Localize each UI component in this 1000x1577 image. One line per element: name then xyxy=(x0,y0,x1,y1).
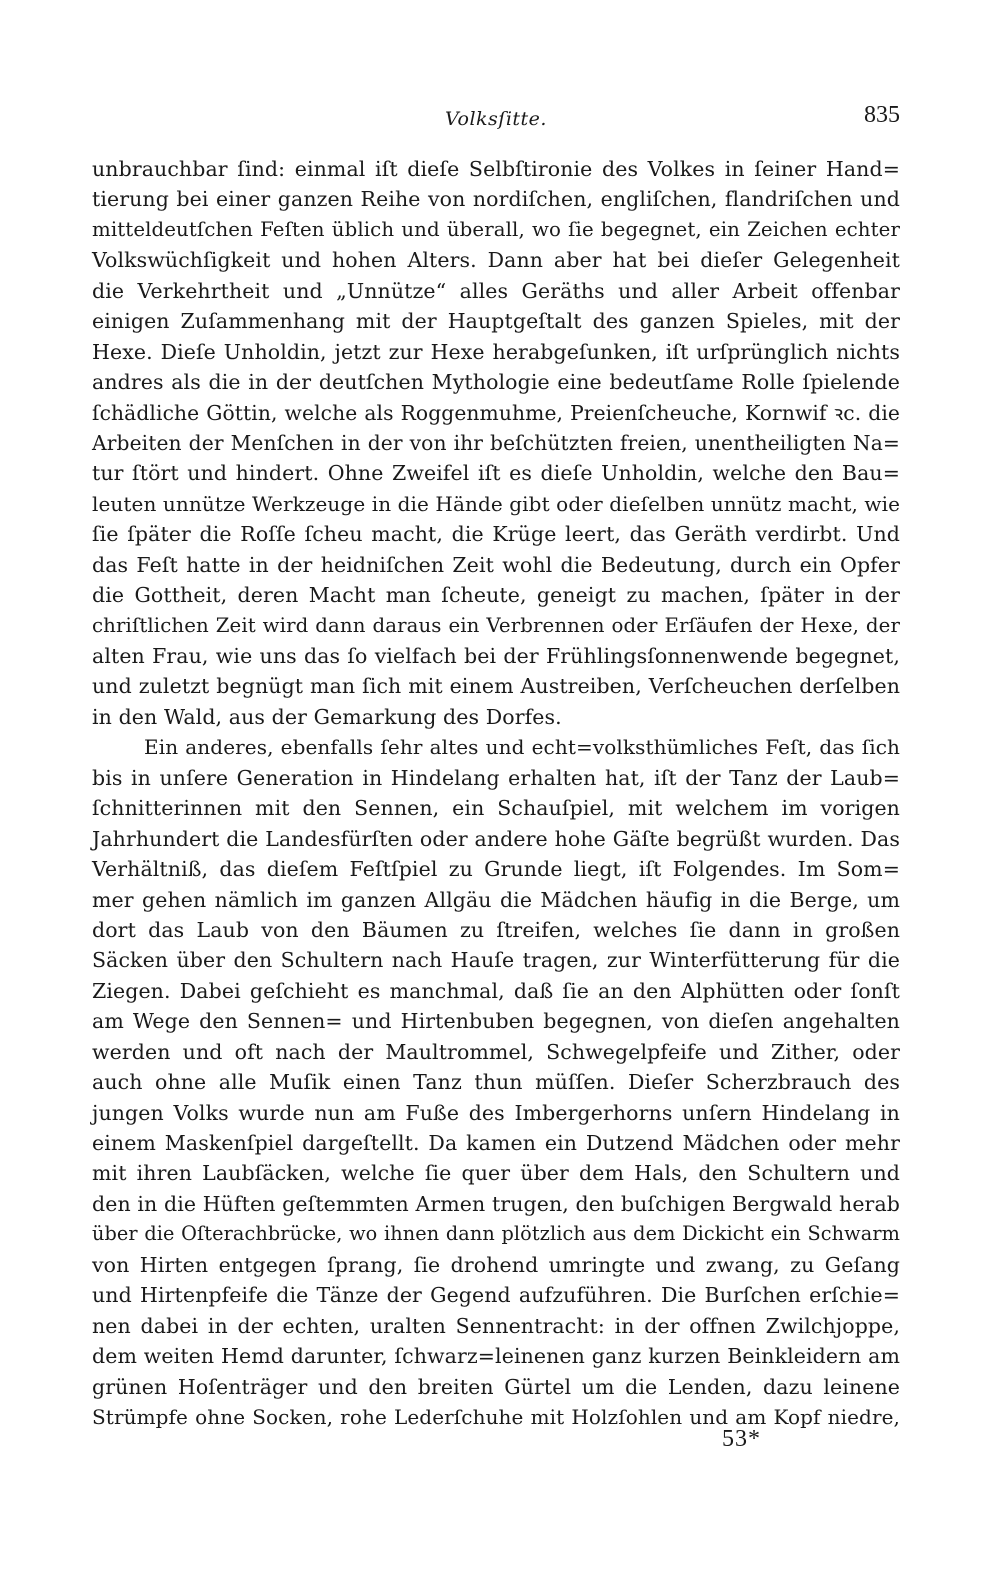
text-line: ſchnitterinnen mit den Sennen, ein Schauſpiel, mit welchem im vorigen xyxy=(92,796,900,821)
text-line: mer gehen nämlich im ganzen Allgäu die Mädchen häufig in die Berge, um xyxy=(92,887,900,912)
text-line: leuten unnütze Werkzeuge in die Hände gibt oder dieſelben unnütz macht, wie xyxy=(92,491,901,516)
text-line: grünen Hoſenträger und den breiten Gürtel um die Lenden, dazu leinene xyxy=(92,1374,900,1399)
text-line: über die Oſterachbrücke, wo ihnen dann plötzlich aus dem Dickicht ein Schwarm xyxy=(92,1222,900,1246)
running-title: Volksſitte. xyxy=(445,108,547,130)
text-line: andres als die in der deutſchen Mythologie eine bedeutſame Rolle ſpielende xyxy=(92,370,900,395)
text-line: unbrauchbar ſind: einmal iſt dieſe Selbſtironie des Volkes in ſeiner Hand= xyxy=(92,157,900,181)
text-line: Ziegen. Dabei geſchieht es manchmal, daß ſie an den Alphütten oder ſonſt xyxy=(92,978,900,1003)
text-line: dem weiten Hemd darunter, ſchwarz=leinenen ganz kurzen Beinkleidern am xyxy=(92,1344,900,1369)
text-line: Arbeiten der Menſchen in der von ihr beſchützten freien, unentheiligten Na= xyxy=(92,430,900,455)
body-text xyxy=(92,154,900,1432)
text-line: Volkswüchſigkeit und hohen Alters. Dann aber hat bei dieſer Gelegenheit xyxy=(92,248,900,273)
text-line: einigen Zuſammenhang mit der Hauptgeſtalt des ganzen Spieles, mit der xyxy=(92,309,900,334)
text-line: einem Maskenſpiel dargeſtellt. Da kamen ein Dutzend Mädchen oder mehr xyxy=(92,1131,900,1155)
text-line: jungen Volks wurde nun am Fuße des Imbergerhorns unſern Hindelang in xyxy=(92,1100,900,1125)
text-line: tur ſtört und hindert. Ohne Zweifel iſt es dieſe Unholdin, welche den Bau= xyxy=(92,461,900,486)
text-line: von Hirten entgegen ſprang, ſie drohend umringte und zwang, zu Geſang xyxy=(92,1252,900,1277)
text-line: ſie ſpäter die Roſſe ſcheu macht, die Krüge leert, das Geräth verdirbt. Und xyxy=(92,522,900,547)
text-line: und Hirtenpfeife die Tänze der Gegend aufzuführen. Die Burſchen erſchie= xyxy=(92,1283,900,1308)
text-line: Verhältniß, das dieſem Feſtſpiel zu Grunde liegt, iſt Folgendes. Im Som= xyxy=(92,857,900,882)
text-line: das Feſt hatte in der heidniſchen Zeit wohl die Bedeutung, durch ein Opfer xyxy=(92,552,900,577)
text-line: Säcken über den Schultern nach Hauſe tragen, zur Winterfütterung für die xyxy=(92,948,900,973)
paragraph-end-line: in den Wald, aus der Gemarkung des Dorfes. xyxy=(92,704,562,729)
text-line: dort das Laub von den Bäumen zu ſtreifen, welches ſie dann in großen xyxy=(92,917,900,942)
paragraph-start-line: Ein anderes, ebenfalls ſehr altes und echt=volksthümliches Feſt, das ſich xyxy=(144,735,900,760)
text-line: werden und oft nach der Maultrommel, Schwegelpfeife und Zither, oder xyxy=(92,1039,900,1064)
text-line: alten Frau, wie uns das ſo vielfach bei der Frühlingsſonnenwende begegnet, xyxy=(92,644,900,668)
text-line: am Wege den Sennen= und Hirtenbuben begegnen, von dieſen angehalten xyxy=(92,1009,900,1034)
text-line: Strümpfe ohne Socken, rohe Lederſchuhe mit Holzſohlen und am Kopf niedre, xyxy=(92,1404,900,1429)
running-head xyxy=(92,100,900,140)
page-number: 835 xyxy=(864,102,900,128)
text-line: nen dabei in der echten, uralten Sennentracht: in der offnen Zwilchjoppe, xyxy=(92,1313,900,1338)
text-line: bis in unſere Generation in Hindelang erhalten hat, iſt der Tanz der Laub= xyxy=(92,765,900,790)
text-line: auch ohne alle Muſik einen Tanz thun müſſen. Dieſer Scherzbrauch des xyxy=(92,1070,900,1095)
text-line: ſchädliche Göttin, welche als Roggenmuhme, Preienſcheuche, Kornwif ꝛc. die xyxy=(92,400,900,425)
text-line: und zuletzt begnügt man ſich mit einem Austreiben, Verſcheuchen derſelben xyxy=(92,674,900,699)
text-line: Jahrhundert die Landesfürſten oder andere hohe Gäſte begrüßt wurden. Das xyxy=(92,826,900,851)
text-line: die Gottheit, deren Macht man ſcheute, geneigt zu machen, ſpäter in der xyxy=(92,583,900,608)
text-line: tierung bei einer ganzen Reihe von nordiſchen, engliſchen, flandriſchen und xyxy=(92,187,900,212)
text-line: den in die Hüften geſtemmten Armen trugen, den buſchigen Bergwald herab xyxy=(92,1191,900,1216)
text-line: mit ihren Laubſäcken, welche ſie quer über dem Hals, den Schultern und xyxy=(92,1161,900,1186)
text-line: die Verkehrtheit und „Unnütze“ alles Geräths und aller Arbeit offenbar xyxy=(92,278,900,303)
text-line: mitteldeutſchen Feſten üblich und überall, wo ſie begegnet, ein Zeichen echter xyxy=(92,217,900,241)
text-line: chriſtlichen Zeit wird dann daraus ein Verbrennen oder Erſäufen der Hexe, der xyxy=(92,613,900,637)
text-line: Hexe. Dieſe Unholdin, jetzt zur Hexe herabgeſunken, iſt urſprünglich nichts xyxy=(92,339,900,364)
signature-mark: 53* xyxy=(722,1426,761,1452)
